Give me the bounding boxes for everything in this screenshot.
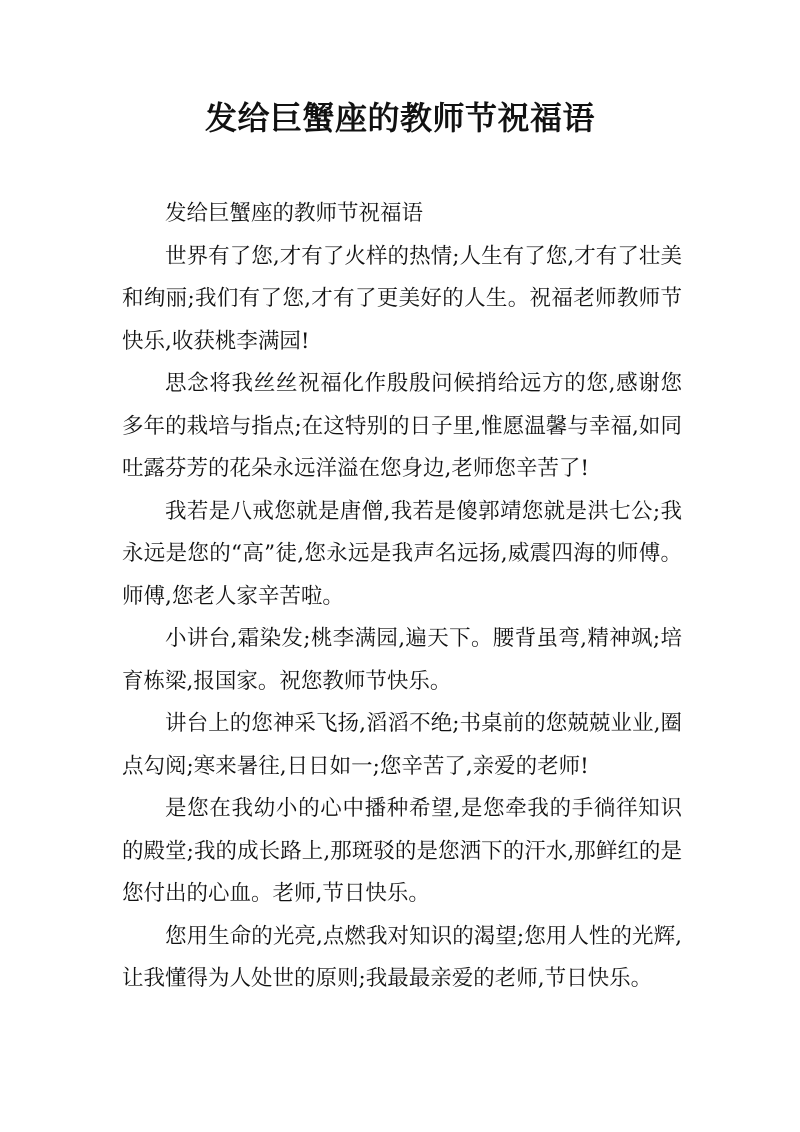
paragraph: 思念将我丝丝祝福化作殷殷问候捎给远方的您,感谢您多年的栽培与指点;在这特别的日子里,惟愿温馨与幸福,如同吐露芬芳的花朵永远洋溢在您身边,老师您辛苦了! [122, 371, 682, 481]
document-body [122, 193, 682, 1001]
document-title: 发给巨蟹座的教师节祝福语 [204, 99, 595, 137]
paragraph: 小讲台,霜染发;桃李满园,遍天下。腰背虽弯,精神飒;培育栋梁,报国家。祝您教师节快乐。 [122, 626, 682, 694]
paragraph: 世界有了您,才有了火样的热情;人生有了您,才有了壮美和绚丽;我们有了您,才有了更美好的人生。祝福老师教师节快乐,收获桃李满园! [122, 243, 682, 354]
paragraph-subtitle: 发给巨蟹座的教师节祝福语 [165, 201, 424, 226]
paragraph: 我若是八戒您就是唐僧,我若是傻郭靖您就是洪七公;我永远是您的“高”徒,您永远是我声名远扬,威震四海的师傅。师傅,您老人家辛苦啦。 [122, 498, 682, 609]
paragraph: 您用生命的光亮,点燃我对知识的渴望;您用人性的光辉,让我懂得为人处世的原则;我最最亲爱的老师,节日快乐。 [122, 923, 682, 991]
paragraph: 是您在我幼小的心中播种希望,是您牵我的手徜徉知识的殿堂;我的成长路上,那斑驳的是您洒下的汗水,那鲜红的是您付出的心血。老师,节日快乐。 [122, 796, 682, 906]
paragraph: 讲台上的您神采飞扬,滔滔不绝;书桌前的您兢兢业业,圈点勾阅;寒来暑往,日日如一;您辛苦了,亲爱的老师! [122, 711, 682, 779]
